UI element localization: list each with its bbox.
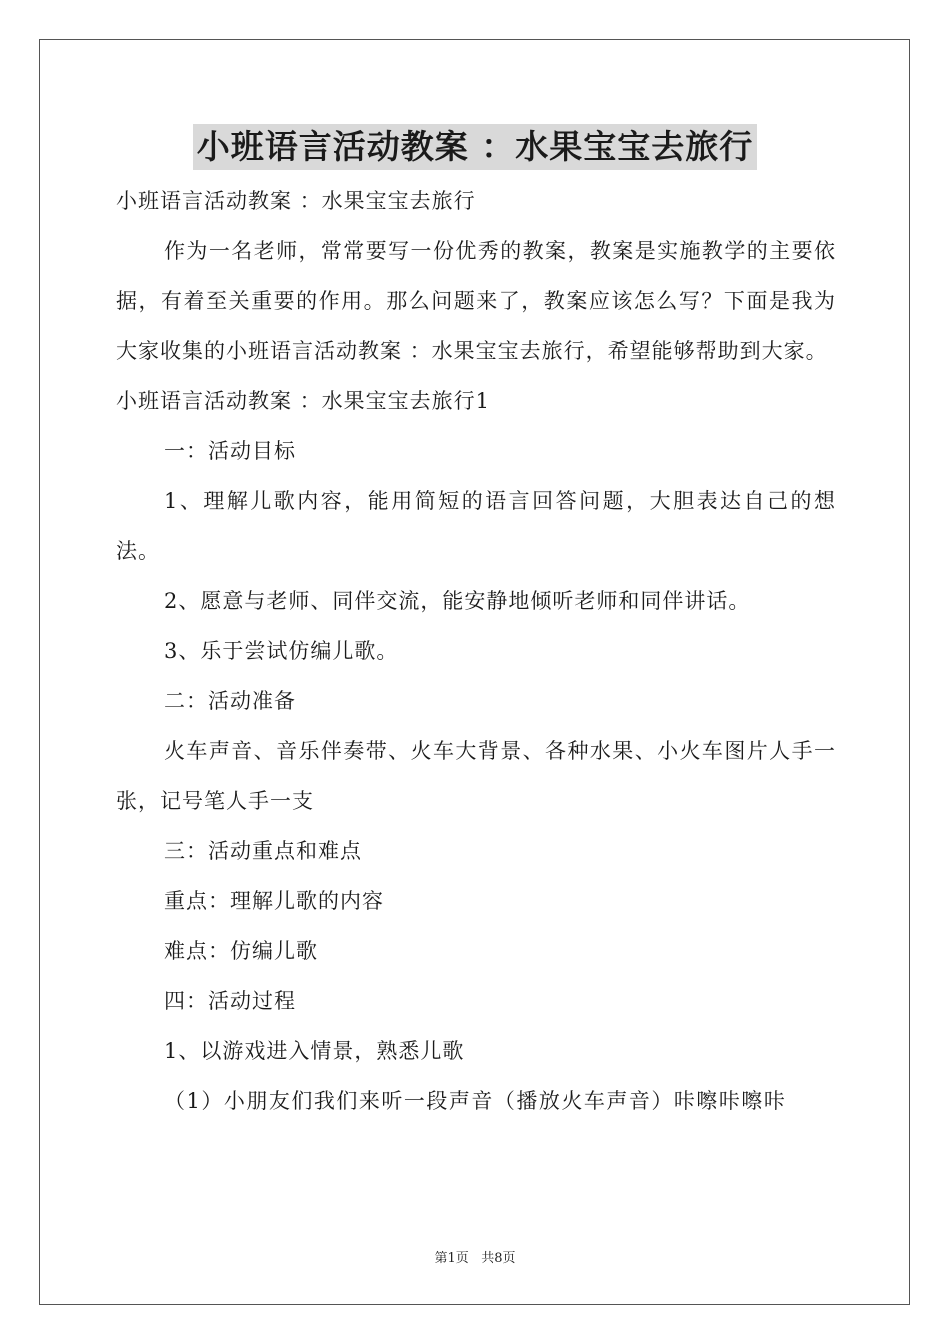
page-number: 第1页 <box>434 1251 469 1266</box>
intro-paragraph: 作为一名老师，常常要写一份优秀的教案，教案是实施教学的主要依据，有着至关重要的作用。那么问题来了，教案应该怎么写？下面是我为大家收集的小班语言活动教案 ：水果宝宝去旅行，希望能够帮助到大家。 <box>116 239 836 363</box>
focus-key: 重点：理解儿歌的内容 <box>164 889 384 913</box>
goal-item-3: 3、乐于尝试仿编儿歌。 <box>164 639 399 663</box>
goals-heading: 一：活动目标 <box>164 439 296 463</box>
focus-heading: 三：活动重点和难点 <box>164 839 362 863</box>
process-heading: 四：活动过程 <box>164 989 296 1013</box>
process-step-1: 1、以游戏进入情景，熟悉儿歌 <box>164 1039 465 1063</box>
prep-heading: 二：活动准备 <box>164 689 296 713</box>
prep-text: 火车声音、音乐伴奏带、火车大背景、各种水果、小火车图片人手一张，记号笔人手一支 <box>116 739 836 813</box>
section-title: 小班语言活动教案 ：水果宝宝去旅行1 <box>116 389 491 413</box>
page-footer <box>0 1247 950 1266</box>
goal-item-2: 2、愿意与老师、同伴交流，能安静地倾听老师和同伴讲话。 <box>164 589 751 613</box>
document-body <box>116 176 836 1126</box>
process-step-1-1: （1）小朋友们我们来听一段声音（播放火车声音）咔嚓咔嚓咔 <box>164 1089 787 1113</box>
page-total: 共8页 <box>481 1251 516 1266</box>
focus-difficult: 难点：仿编儿歌 <box>164 939 318 963</box>
goal-item-1: 1、理解儿歌内容，能用简短的语言回答问题，大胆表达自己的想法。 <box>116 489 836 563</box>
title-container <box>0 124 950 170</box>
document-title: 小班语言活动教案 ：水果宝宝去旅行 <box>193 124 758 170</box>
document-subtitle: 小班语言活动教案 ：水果宝宝去旅行 <box>116 189 476 213</box>
